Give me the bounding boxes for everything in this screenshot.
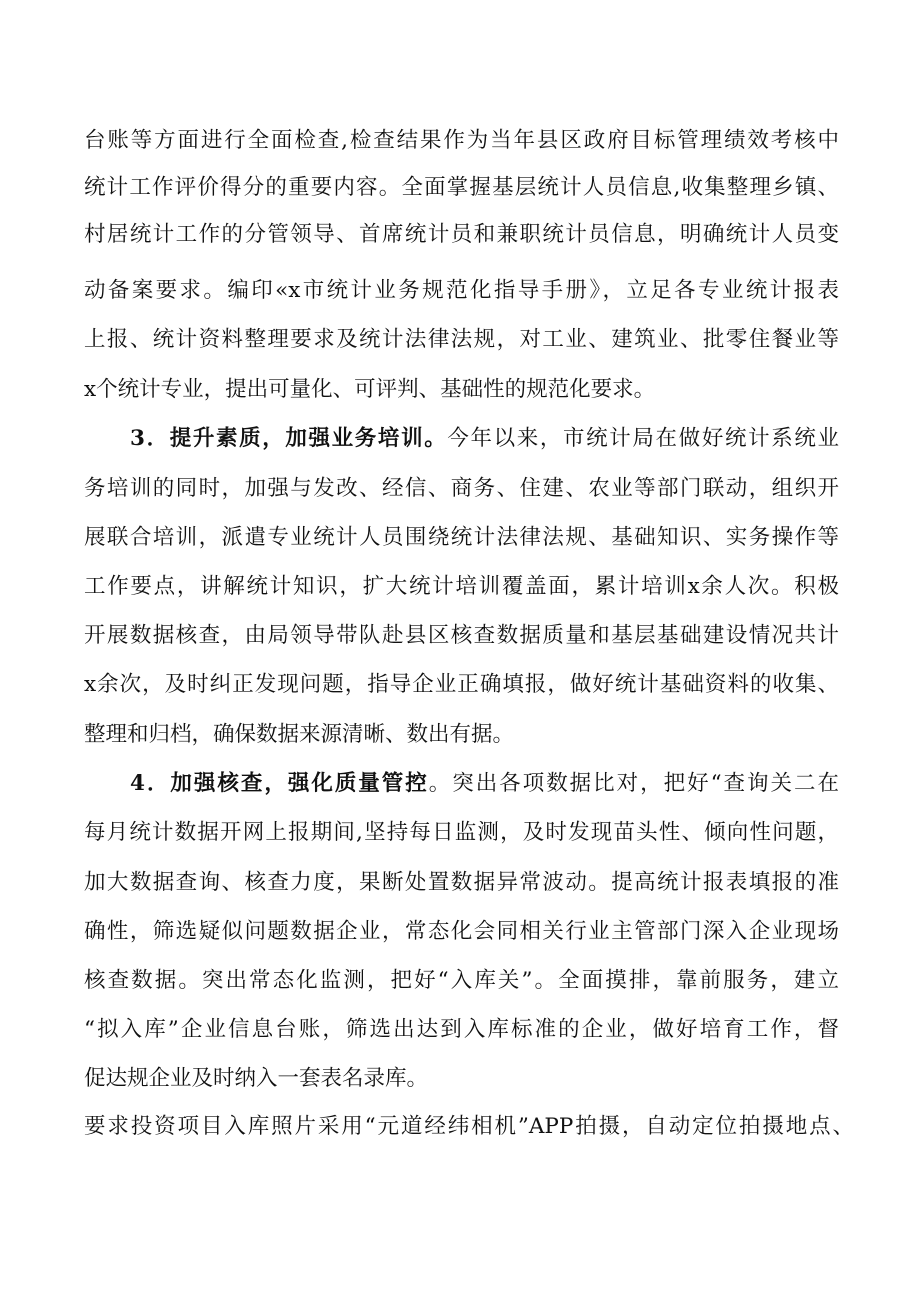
paragraph-3-line-1 [130,764,839,804]
paragraph-3-line-7: 促达规企业及时纳入一套表名录库。 [84,1066,429,1091]
paragraph-1-line-6: x个统计专业，提出可量化、可评判、基础性的规范化要求。 [84,377,656,402]
paragraph-2-line-7: 整理和归档，确保数据来源清晰、数出有据。 [84,722,515,747]
paragraph-4-line-1: 要求投资项目入库照片采用“元道经纬相机”APP拍摄，自动定位拍摄地点、 [84,1114,854,1139]
paragraph-1-line-1: 台账等方面进行全面检查,检查结果作为当年县区政府目标管理绩效考核中 [84,128,839,153]
paragraph-1-line-2: 统计工作评价得分的重要内容。全面掌握基层统计人员信息,收集整理乡镇、 [84,175,839,200]
paragraph-2-line-6: x余次，及时纠正发现问题，指导企业正确填报，做好统计基础资料的收集、 [84,672,839,697]
paragraph-3-line-5: 核查数据。突出常态化监测，把好“入库关”。全面摸排，靠前服务，建立 [84,968,839,993]
paragraph-3-line-3: 加大数据查询、核查力度，果断处置数据异常波动。提高统计报表填报的准 [84,870,839,895]
paragraph-2-line-5: 开展数据核查，由局领导带队赴县区核查数据质量和基层基础建设情况共计 [84,623,839,648]
paragraph-2-heading: 3．提升素质，加强业务培训。 [130,426,448,451]
paragraph-3-line-2: 每月统计数据开网上报期间,坚持每日监测，及时发现苗头性、倾向性问题， [84,820,839,845]
paragraph-3-line-4: 确性，筛选疑似问题数据企业，常态化会同相关行业主管部门深入企业现场 [84,919,839,944]
paragraph-2-line-4: 工作要点，讲解统计知识，扩大统计培训覆盖面，累计培训x余人次。积极 [84,574,839,599]
paragraph-1-line-3: 村居统计工作的分管领导、首席统计员和兼职统计员信息，明确统计人员变 [84,222,839,247]
paragraph-3-line-1-rest: 。突出各项数据比对，把好“查询关二在 [428,771,839,796]
paragraph-2-line-3: 展联合培训，派遣专业统计人员围绕统计法律法规、基础知识、实务操作等 [84,525,839,550]
paragraph-3-line-6: “拟入库”企业信息台账，筛选出达到入库标准的企业，做好培育工作，督 [84,1017,839,1042]
paragraph-1-line-5: 上报、统计资料整理要求及统计法律法规，对工业、建筑业、批零住餐业等 [84,327,839,352]
paragraph-2-line-2: 务培训的同时，加强与发改、经信、商务、住建、农业等部门联动，组织开 [84,476,839,501]
paragraph-2-line-1-rest: 今年以来，市统计局在做好统计系统业 [447,426,839,451]
paragraph-1-line-4: 动备案要求。编印«x市统计业务规范化指导手册》，立足各专业统计报表 [84,278,839,303]
paragraph-2-line-1 [130,419,839,459]
paragraph-3-heading: 4．加强核查，强化质量管控 [130,771,429,796]
